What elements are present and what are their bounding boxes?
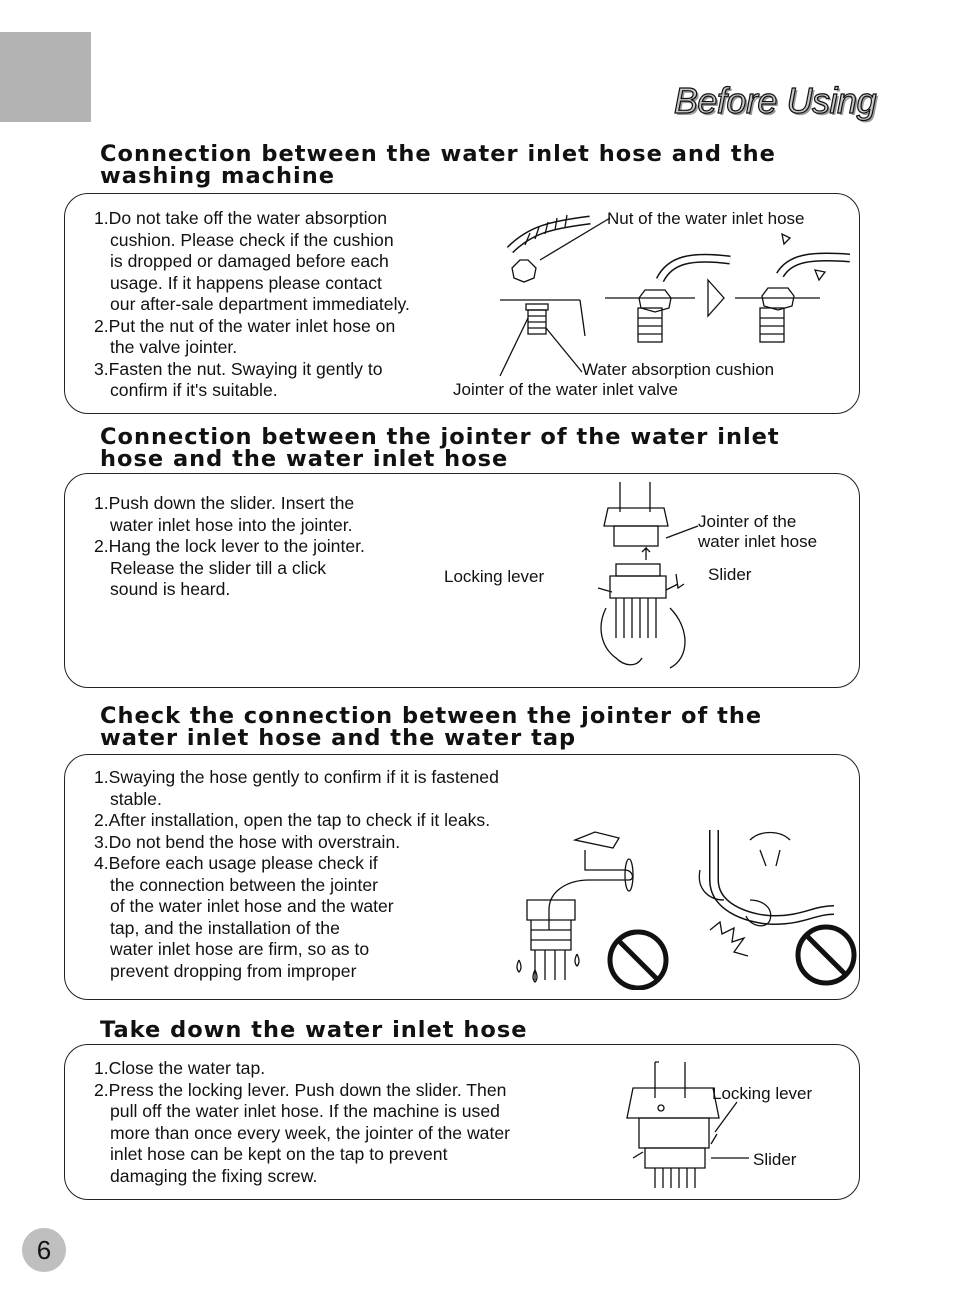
label-water-absorption-cushion: Water absorption cushion [582,360,775,379]
label-jointer-of-hose: Jointer of the water inlet hose [698,512,818,551]
steps-take-down [94,1058,510,1187]
step-item: 3.Do not bend the hose with overstrain. [94,831,401,852]
arrow-up-icon [642,548,650,560]
corner-tab-block [0,32,91,122]
label-slider: Slider [708,565,752,584]
label-slider: Slider [753,1150,797,1169]
steps-jointer-to-hose [94,493,365,601]
step-item: 1.Do not take off the water absorption cushion. Please check if the cushion is dropped or damaged before each usage. If it happens please contact our after-sale department immediately. [94,208,410,314]
label-inlet-valve-jointer: Jointer of the water inlet valve [453,380,678,399]
label-locking-lever: Locking lever [712,1084,813,1103]
step-item: 2.Press the locking lever. Push down the slider. Then pull off the water inlet hose. If the machine is used more than once every week, the jointer of the water inlet hose can be kept on the tap to prevent damaging the fixing screw. [94,1079,510,1186]
section-heading-take-down: Take down the water inlet hose [100,1017,528,1043]
step-item: 3.Fasten the nut. Swaying it gently to confirm if it's suitable. [94,358,383,400]
step-item: 1.Push down the slider. Insert the water inlet hose into the jointer. [94,493,355,535]
step-item: 4.Before each usage please check if the connection between the jointer of the water inlet hose and the water tap, and the installation of the water inlet hose are firm, so as to prevent dropping from improper [94,853,394,981]
remove-hose-illustration [625,1058,755,1192]
section-heading-hose-to-machine: Connection between the water inlet hose and the washing machine [100,141,776,189]
step-item: 2.After installation, open the tap to check if it leaks. [94,810,491,830]
steps-hose-to-machine [94,208,410,402]
steps-check-connection [94,767,499,982]
page-title: Before Using [673,80,876,121]
page-number-badge: 6 [22,1228,66,1272]
prohibited-sign-icon [610,932,666,988]
section-heading-check-connection: Check the connection between the jointer of the water inlet hose and the water tap [100,703,763,751]
leaking-tap-illustration [505,820,675,990]
label-locking-lever: Locking lever [444,567,545,586]
step-item: 2.Put the nut of the water inlet hose on the valve jointer. [94,315,396,357]
jointer-insert-illustration [580,478,710,676]
section-heading-jointer-to-hose: Connection between the jointer of the water inlet hose and the water inlet hose [100,424,780,472]
step-item: 1.Swaying the hose gently to confirm if it is fastened stable. [94,767,499,809]
step-item: 1.Close the water tap. [94,1058,266,1078]
arrow-down-icon [676,574,684,588]
prohibited-sign-icon [798,927,854,983]
bent-hose-illustration [690,820,860,990]
label-nut-of-hose: Nut of the water inlet hose [607,209,805,228]
step-item: 2.Hang the lock lever to the jointer. Release the slider till a click sound is heard. [94,536,365,599]
